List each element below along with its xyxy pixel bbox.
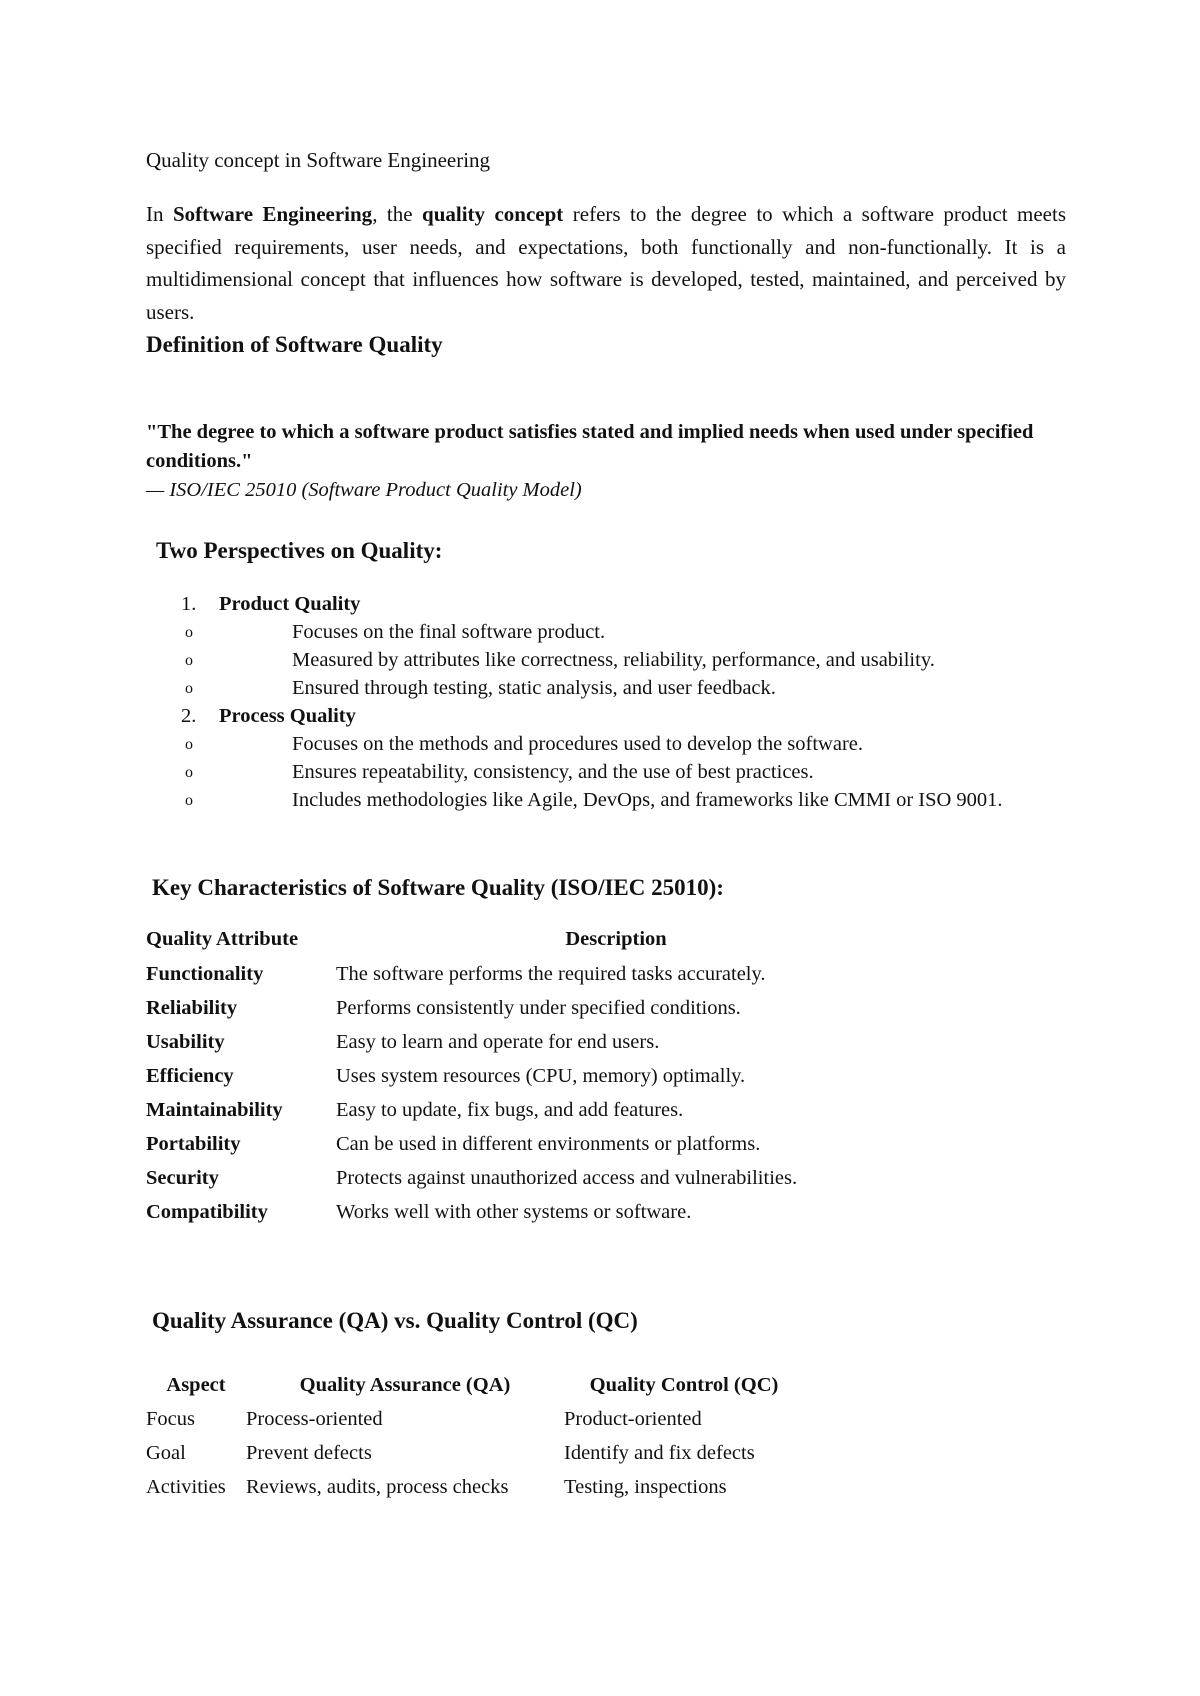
table-row: [146, 1161, 896, 1195]
table-row: [146, 991, 896, 1025]
perspectives-heading: Two Perspectives on Quality:: [156, 538, 443, 563]
intro-text-pre: In: [146, 202, 173, 226]
intro-text-mid: , the: [372, 202, 423, 226]
bullet-icon: o: [185, 764, 193, 781]
qc-cell: Product-oriented: [564, 1407, 702, 1430]
intro-paragraph: [146, 198, 1066, 328]
description-cell: Uses system resources (CPU, memory) optimally.: [336, 1064, 746, 1087]
table-row: [146, 1470, 804, 1504]
description-cell: Can be used in different environments or platforms.: [336, 1132, 761, 1155]
table-header-row: [146, 921, 896, 957]
aspect-cell: Focus: [146, 1407, 195, 1430]
bullet-icon: o: [185, 680, 193, 697]
bullet-icon: o: [185, 652, 193, 669]
attribute-cell: Efficiency: [146, 1064, 234, 1087]
table-row: [146, 1059, 896, 1093]
qc-cell: Identify and fix defects: [564, 1441, 755, 1464]
list-item: [146, 702, 1066, 814]
qaqc-heading: Quality Assurance (QA) vs. Quality Control (QC): [152, 1308, 638, 1333]
bullet-icon: o: [185, 624, 193, 641]
description-cell: The software performs the required tasks accurately.: [336, 962, 766, 985]
table-row: [146, 1402, 804, 1436]
column-header-attribute: Quality Attribute: [146, 927, 299, 950]
list-number: 2.: [181, 705, 197, 727]
list-item: [146, 646, 1066, 674]
attribute-cell: Portability: [146, 1132, 241, 1155]
intro-bold-term: Software Engineering: [172, 202, 373, 226]
sub-list: [146, 730, 1066, 814]
qc-cell: Testing, inspections: [564, 1475, 727, 1498]
table-row: [146, 1195, 896, 1229]
aspect-cell: Goal: [146, 1441, 186, 1464]
table-row: [146, 957, 896, 991]
intro-bold-concept: quality concept: [422, 202, 564, 226]
characteristics-table: [146, 921, 896, 1229]
document-title: Quality concept in Software Engineering: [146, 148, 491, 172]
list-item: [146, 786, 1066, 814]
qa-cell: Process-oriented: [246, 1407, 383, 1430]
definition-quote: [146, 418, 1066, 505]
list-item-text: Focuses on the methods and procedures used to develop the software.: [292, 733, 864, 755]
list-item: [146, 674, 1066, 702]
bullet-icon: o: [185, 736, 193, 753]
list-item: [146, 618, 1066, 646]
list-item: [146, 730, 1066, 758]
description-cell: Performs consistently under specified conditions.: [336, 996, 741, 1019]
intro-text-rest: refers to the degree to which a software product meets specified requirements, user needs, and expectations, both functionally and non-functionally. It is a multidimensional concept that influences how software is developed, tested, maintained, and perceived by users.: [146, 202, 1067, 324]
list-item-text: Ensured through testing, static analysis, and user feedback.: [292, 677, 776, 699]
list-item-text: Ensures repeatability, consistency, and the use of best practices.: [292, 761, 814, 783]
attribute-cell: Security: [146, 1166, 219, 1189]
column-header-qc: Quality Control (QC): [589, 1373, 779, 1396]
list-item: [146, 590, 1066, 702]
aspect-cell: Activities: [146, 1475, 226, 1498]
quote-text: "The degree to which a software product satisfies stated and implied needs when used under specified conditions.": [146, 421, 1034, 472]
column-header-qa: Quality Assurance (QA): [299, 1373, 511, 1396]
description-cell: Works well with other systems or software.: [336, 1200, 692, 1223]
attribute-cell: Functionality: [146, 962, 264, 985]
qa-cell: Reviews, audits, process checks: [246, 1475, 509, 1498]
description-cell: Easy to learn and operate for end users.: [336, 1030, 660, 1053]
table-row: [146, 1436, 804, 1470]
perspective-label: Process Quality: [219, 705, 356, 727]
table-row: [146, 1127, 896, 1161]
attribute-cell: Reliability: [146, 996, 238, 1019]
attribute-cell: Usability: [146, 1030, 225, 1053]
sub-list: [146, 618, 1066, 702]
list-number: 1.: [181, 593, 197, 615]
column-header-description: Description: [565, 927, 667, 950]
attribute-cell: Maintainability: [146, 1098, 283, 1121]
table-row: [146, 1093, 896, 1127]
description-cell: Protects against unauthorized access and vulnerabilities.: [336, 1166, 798, 1189]
perspectives-list: [146, 590, 1066, 814]
attribute-cell: Compatibility: [146, 1200, 268, 1223]
list-item-text: Focuses on the final software product.: [292, 621, 606, 643]
definition-heading: Definition of Software Quality: [146, 332, 443, 357]
characteristics-heading: Key Characteristics of Software Quality (ISO/IEC 25010):: [152, 875, 724, 900]
perspective-label: Product Quality: [219, 593, 361, 615]
quote-source: — ISO/IEC 25010 (Software Product Quality Model): [146, 479, 582, 501]
list-item-text: Measured by attributes like correctness, reliability, performance, and usability.: [292, 649, 935, 671]
qa-cell: Prevent defects: [246, 1441, 372, 1464]
column-header-aspect: Aspect: [166, 1373, 226, 1396]
description-cell: Easy to update, fix bugs, and add features.: [336, 1098, 684, 1121]
table-row: [146, 1025, 896, 1059]
bullet-icon: o: [185, 792, 193, 809]
list-item: [146, 758, 1066, 786]
list-item-text: Includes methodologies like Agile, DevOps, and frameworks like CMMI or ISO 9001.: [292, 789, 1003, 811]
qaqc-table: [146, 1368, 804, 1504]
table-header-row: [146, 1368, 804, 1402]
